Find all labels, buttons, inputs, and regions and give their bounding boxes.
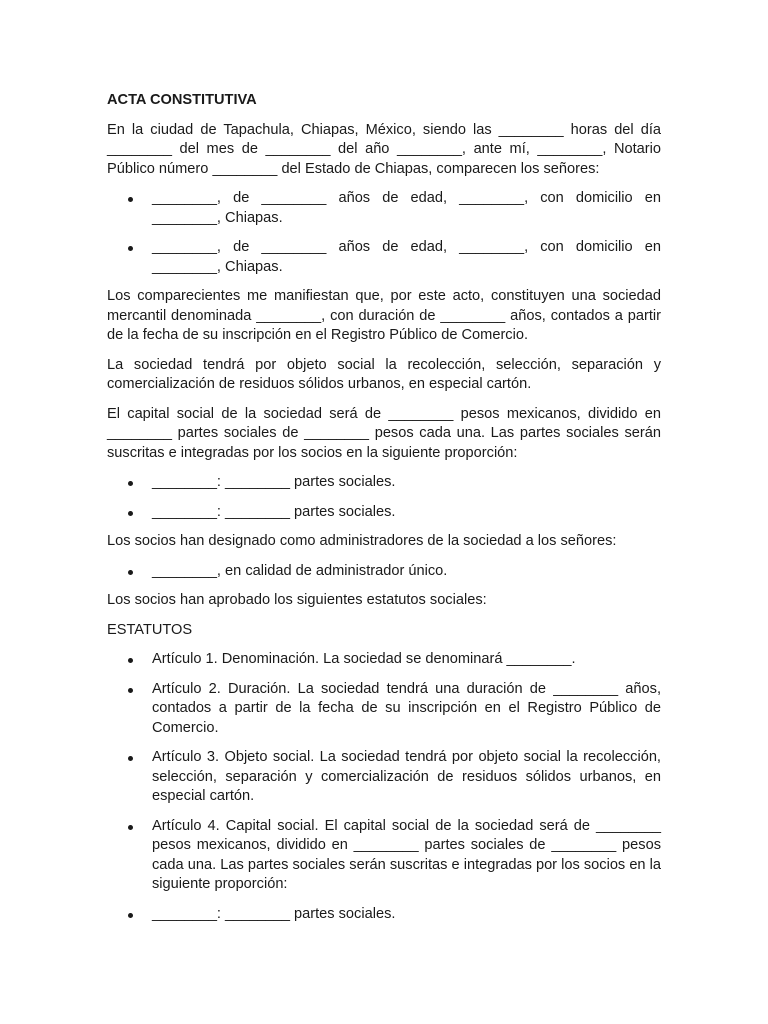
list-item — [107, 238, 661, 277]
list-item-text: ________: ________ partes sociales. — [152, 503, 396, 520]
list-item — [107, 817, 661, 895]
intro-paragraph: En la ciudad de Tapachula, Chiapas, México, siendo las ________ horas del día ________ del mes de ________ del año ________, ante mí, ________, Notario Público número ________ del Estado de Chiapas, comparecen los señores: — [107, 121, 661, 177]
bullet-icon — [128, 197, 133, 202]
list-item-text: Artículo 3. Objeto social. La sociedad tendrá por objeto social la recolección, selección, separación y comercialización de residuos sólidos urbanos, en especial cartón. — [152, 749, 661, 804]
list-item — [107, 650, 661, 670]
list-item — [107, 189, 661, 228]
list-item — [107, 503, 661, 523]
estatutos-heading: ESTATUTOS — [107, 621, 193, 638]
bullet-icon — [128, 481, 133, 486]
list-item-text: ________: ________ partes sociales. — [152, 474, 396, 490]
bullet-icon — [128, 756, 133, 761]
objeto-paragraph: La sociedad tendrá por objeto social la recolección, selección, separación y comercialización de residuos sólidos urbanos, en especial cartón. — [107, 356, 661, 392]
list-item-text: Artículo 2. Duración. La sociedad tendrá una duración de ________ años, contados a partir de la fecha de su inscripción en el Registro Público de Comercio. — [152, 680, 661, 736]
bullet-icon — [128, 511, 133, 516]
bullet-icon — [128, 825, 133, 830]
list-item — [107, 680, 661, 739]
list-item-text: ________, de ________ años de edad, ________, con domicilio en ________, Chiapas. — [152, 239, 661, 275]
list-item-text: Artículo 1. Denominación. La sociedad se denominará ________. — [152, 651, 576, 667]
administradores-intro: Los socios han designado como administradores de la sociedad a los señores: — [107, 533, 617, 549]
comparecientes-list — [107, 189, 661, 277]
list-item-text: ________, de ________ años de edad, ________, con domicilio en ________, Chiapas. — [152, 190, 661, 226]
proporcion-list — [107, 473, 661, 522]
bullet-icon — [128, 570, 133, 575]
bullet-icon — [128, 688, 133, 693]
bullet-icon — [128, 658, 133, 663]
list-item — [107, 562, 661, 582]
list-item — [107, 748, 661, 807]
bullet-icon — [128, 913, 133, 918]
list-item-text: ________: ________ partes sociales. — [152, 905, 396, 922]
articulos-list — [107, 650, 661, 895]
proporcion-estatutos-list — [107, 905, 661, 925]
constitucion-paragraph: Los comparecientes me manifiestan que, por este acto, constituyen una sociedad mercantil denominada ________, con duración de ________ años, contados a partir de la fecha de su inscripción en el Registro Público de Comercio. — [107, 288, 661, 343]
estatutos-intro: Los socios han aprobado los siguientes estatutos sociales: — [107, 592, 487, 608]
document-page — [107, 91, 661, 934]
document-title: ACTA CONSTITUTIVA — [107, 92, 257, 108]
administradores-list — [107, 562, 661, 582]
bullet-icon — [128, 246, 133, 251]
list-item-text: Artículo 4. Capital social. El capital social de la sociedad será de ________ pesos mexicanos, dividido en ________ partes sociales de ________ pesos cada una. Las partes sociales serán suscritas e integradas por los socios en la siguiente proporción: — [152, 817, 661, 892]
list-item-text: ________, en calidad de administrador único. — [152, 562, 448, 579]
list-item — [107, 473, 661, 493]
capital-paragraph: El capital social de la sociedad será de ________ pesos mexicanos, dividido en ________ partes sociales de ________ pesos cada una. Las partes sociales serán suscritas e integradas por los socios en la siguiente proporción: — [107, 405, 661, 461]
list-item — [107, 905, 661, 925]
